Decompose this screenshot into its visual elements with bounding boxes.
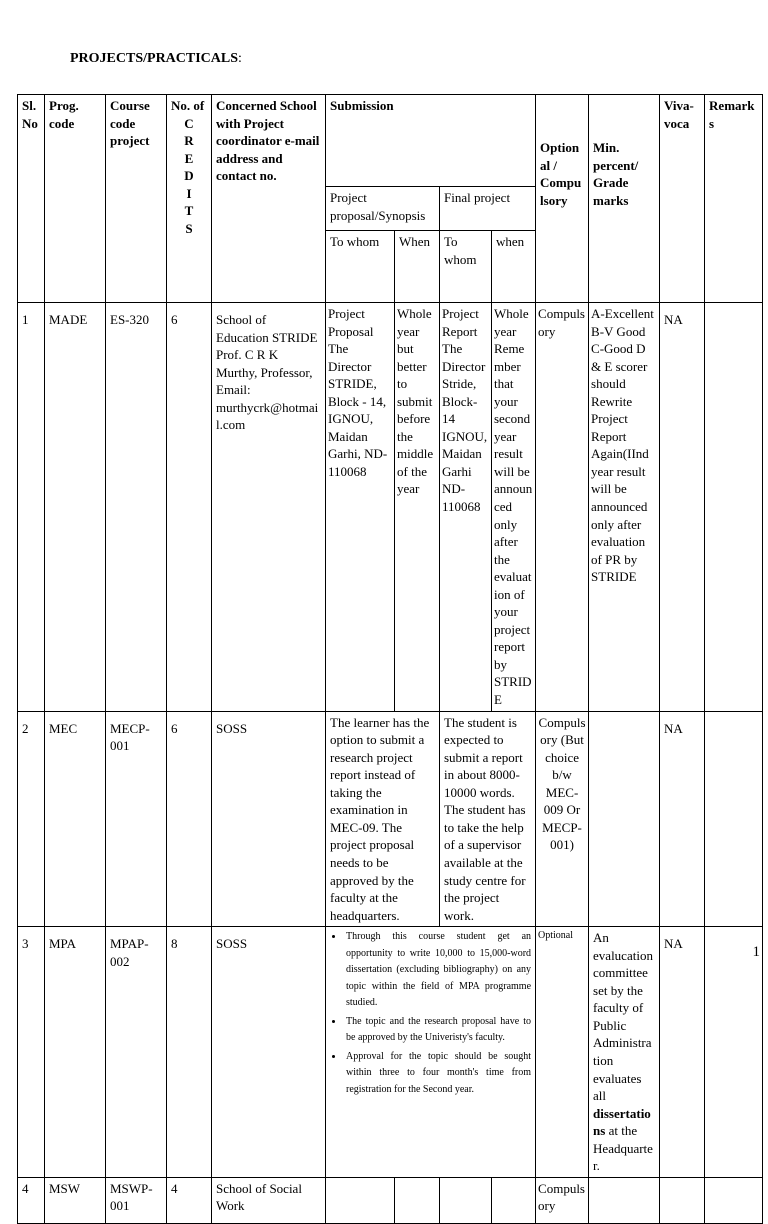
- row-school: [212, 303, 326, 712]
- bullet-item: • The topic and the research proposal have to be approved by the Univeristy's faculty.: [344, 1014, 531, 1047]
- row-optional: Optional: [536, 927, 589, 1178]
- header-min-percent: Min. percent/ Grade marks: [589, 95, 660, 303]
- row-min-percent: A-Excellent B-V Good C-Good D & E scorer should Rewrite Project Report Again(IInd year result will be announced only after evaluation of PR by STRIDE: [589, 303, 660, 712]
- row-course: MECP-001: [106, 711, 167, 927]
- row-min-percent: [589, 927, 660, 1178]
- header-when-2: when: [492, 231, 536, 303]
- header-remarks: Remarks: [705, 95, 763, 303]
- row-remarks: [705, 927, 763, 1178]
- row-school: [212, 927, 326, 1178]
- header-final: Final project: [440, 187, 536, 231]
- heading-colon: :: [238, 51, 242, 66]
- header-sl: Sl. No: [18, 95, 45, 303]
- row-to-whom-1: Project Proposal The Director STRIDE, Block - 14, IGNOU, Maidan Garhi, ND-110068: [326, 303, 395, 712]
- row-viva: NA: [660, 303, 705, 712]
- row-min-percent: [589, 711, 660, 927]
- credits-letter: C: [184, 115, 194, 131]
- header-row-1: [18, 95, 763, 187]
- row-prog: MPA: [45, 927, 106, 1178]
- row-prog: MADE: [45, 303, 106, 712]
- school-name: SOSS: [216, 936, 248, 952]
- row-school: [212, 711, 326, 927]
- row-when-1: [395, 1177, 440, 1223]
- row-remarks: [705, 1177, 763, 1223]
- row-when-2: Whole year Remember that your second year result will be announced only after the evaluation of your project report by STRIDE: [492, 303, 536, 712]
- row-sl: 4: [18, 1177, 45, 1223]
- header-proposal: Project proposal/Synopsis: [326, 187, 440, 231]
- row-credits: 4: [167, 1177, 212, 1223]
- credits-letter: S: [185, 220, 193, 236]
- row-proposal-text: The learner has the option to submit a research project report instead of taking the examination in MEC-09. The project proposal needs to be approved by the faculty at the headquarters.: [326, 711, 440, 927]
- row-course: MPAP-002: [106, 927, 167, 1178]
- bullet-list: [330, 929, 531, 1098]
- row-optional: Compulsory: [536, 303, 589, 712]
- header-viva: Viva-voca: [660, 95, 705, 303]
- school-name: SOSS: [216, 720, 248, 736]
- header-school: Concerned School with Project coordinator e-mail address and contact no.: [212, 95, 326, 303]
- row-remarks: [705, 303, 763, 712]
- row-to-whom-1: [326, 1177, 395, 1223]
- min-text-pre: An evalucation committee set by the faculty of Public Administration evaluates all: [593, 930, 653, 1104]
- row-optional: Compulsory: [536, 1177, 589, 1223]
- row-to-whom-2: [440, 1177, 492, 1223]
- header-optional: Optional / Compulsory: [536, 95, 589, 303]
- row-credits: 6: [167, 303, 212, 712]
- table-row: [18, 1177, 763, 1223]
- row-school: [212, 1177, 326, 1223]
- row-sl: 1: [18, 303, 45, 712]
- row-bullet-notes: [326, 927, 536, 1178]
- row-remarks: [705, 711, 763, 927]
- credits-letter: T: [184, 203, 194, 219]
- row-prog: MSW: [45, 1177, 106, 1223]
- page-number: 1: [752, 944, 760, 960]
- row-min-percent: [589, 1177, 660, 1223]
- row-viva: NA: [660, 711, 705, 927]
- header-prog: Prog. code: [45, 95, 106, 303]
- row-viva: NA: [660, 927, 705, 1178]
- row-final-text: The student is expected to submit a report in about 8000-10000 words. The student has to take the help of a supervisor available at the study centre for the project work.: [440, 711, 536, 927]
- header-to-whom-2: To whom: [440, 231, 492, 303]
- row-sl: 3: [18, 927, 45, 1178]
- min-text-bold: dissertations: [593, 1105, 651, 1139]
- section-heading: [70, 51, 242, 67]
- row-prog: MEC: [45, 711, 106, 927]
- bullet-item: • Approval for the topic should be sought within three to four month's time from registration for the Second year.: [344, 1049, 531, 1099]
- school-name: School of Education STRIDE: [216, 312, 318, 345]
- coordinator-name: Prof. C R K Murthy, Professor,: [216, 347, 313, 380]
- header-to-whom-1: To whom: [326, 231, 395, 303]
- min-text-post: at the Headquarter.: [593, 1123, 653, 1174]
- table-row: [18, 711, 763, 927]
- projects-table: [17, 94, 763, 1224]
- row-viva: [660, 1177, 705, 1223]
- table-row: [18, 303, 763, 712]
- credits-letter: E: [184, 150, 194, 166]
- row-credits: 6: [167, 711, 212, 927]
- row-optional: Compulsory (But choice b/w MEC-009 Or MECP-001): [536, 711, 589, 927]
- header-credits: [167, 95, 212, 303]
- row-course: ES-320: [106, 303, 167, 712]
- credits-letter: R: [184, 133, 194, 149]
- heading-title: PROJECTS/PRACTICALS: [70, 51, 239, 66]
- table-row: [18, 927, 763, 1178]
- bullet-item: • Through this course student get an opportunity to write 10,000 to 15,000-word dissertation (excluding bibliography) on any topic within the field of MPA programme studied.: [344, 929, 531, 1012]
- school-name: School of Social Work: [216, 1180, 302, 1214]
- header-course: Course code project: [106, 95, 167, 303]
- coordinator-email: Email: murthycrk@hotmail.com: [216, 382, 319, 433]
- row-when-2: [492, 1177, 536, 1223]
- header-submission: Submission: [326, 95, 536, 187]
- credits-letter: I: [186, 185, 192, 201]
- credits-letter: D: [184, 168, 194, 184]
- row-to-whom-2: Project Report The Director Stride, Block-14 IGNOU,Maidan Garhi ND-110068: [440, 303, 492, 712]
- header-when-1: When: [395, 231, 440, 303]
- header-credits-top: No. of: [171, 98, 205, 113]
- row-sl: 2: [18, 711, 45, 927]
- credits-letter-stack: [171, 115, 207, 238]
- row-course: MSWP-001: [106, 1177, 167, 1223]
- row-when-1: Whole year but better to submit before the middle of the year: [395, 303, 440, 712]
- row-credits: 8: [167, 927, 212, 1178]
